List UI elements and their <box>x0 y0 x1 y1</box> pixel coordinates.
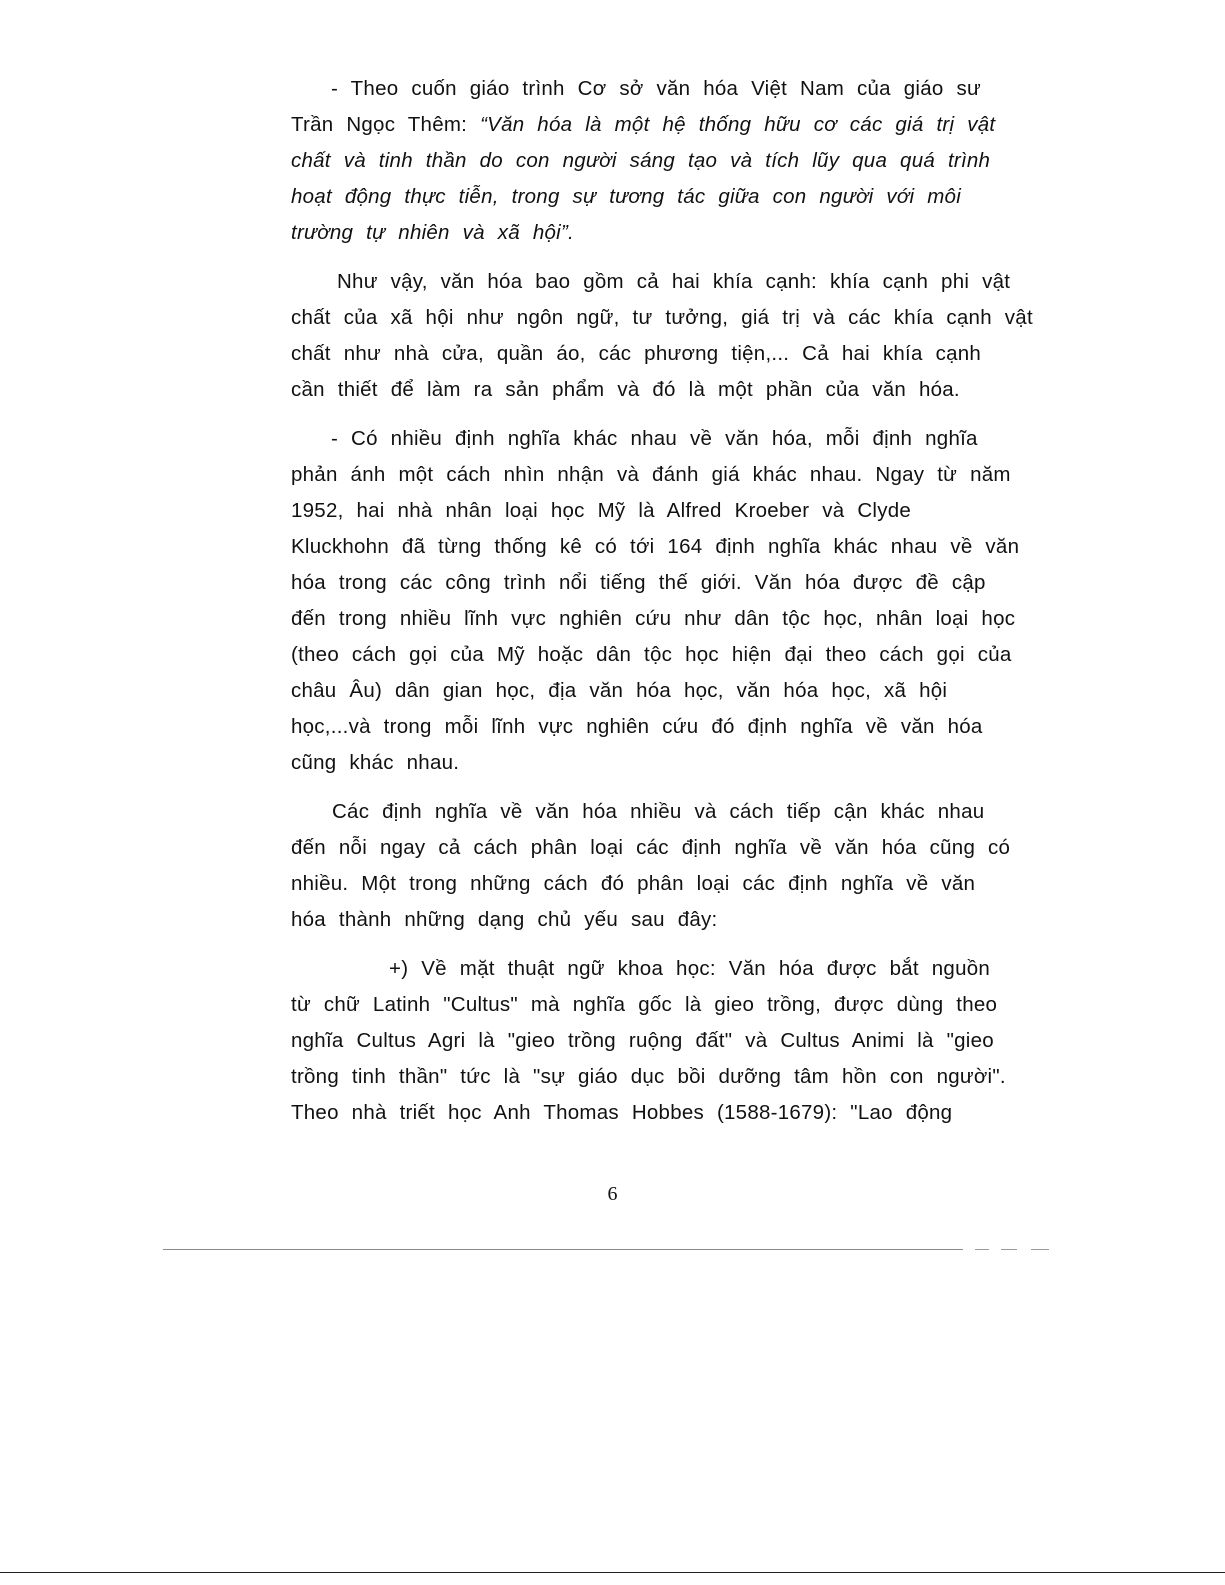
footer-rule <box>163 1249 963 1250</box>
text-run: hóa trong các công trình nổi tiếng thế giới. Văn hóa được đề cập <box>291 571 986 594</box>
text-run: Các định nghĩa về văn hóa nhiều và cách tiếp cận khác nhau <box>332 800 985 823</box>
text-line <box>291 709 983 745</box>
text-line <box>291 493 911 529</box>
text-line <box>291 601 1015 637</box>
text-line <box>291 673 947 709</box>
text-run: Theo nhà triết học Anh Thomas Hobbes (1588-1679): "Lao động <box>291 1101 953 1124</box>
text-line <box>291 1059 1006 1095</box>
text-run: Trần Ngọc Thêm: <box>291 113 481 136</box>
text-line <box>332 794 984 830</box>
text-run: hóa thành những dạng chủ yếu sau đây: <box>291 908 718 931</box>
text-run: từ chữ Latinh "Cultus" mà nghĩa gốc là gieo trồng, được dùng theo <box>291 993 998 1016</box>
text-run: - Theo cuốn giáo trình Cơ sở văn hóa Việt Nam của giáo sư <box>331 77 981 100</box>
italic-text-run: trường tự nhiên và xã hội”. <box>291 221 574 244</box>
text-run: 1952, hai nhà nhân loại học Mỹ là Alfred Kroeber và Clyde <box>291 499 912 522</box>
text-run: chất của xã hội như ngôn ngữ, tư tưởng, giá trị và các khía cạnh vật <box>291 306 1033 329</box>
text-line <box>291 143 990 179</box>
page-number: 6 <box>607 1183 618 1205</box>
text-run: học,...và trong mỗi lĩnh vực nghiên cứu đó định nghĩa về văn hóa <box>291 715 983 738</box>
text-line <box>291 300 1033 336</box>
footer-dash <box>1031 1249 1049 1250</box>
text-line <box>291 215 574 251</box>
text-run: nhiều. Một trong những cách đó phân loại các định nghĩa về văn <box>291 872 976 895</box>
text-run: cần thiết để làm ra sản phẩm và đó là một phần của văn hóa. <box>291 378 960 401</box>
text-line <box>291 529 1019 565</box>
text-run: trồng tinh thần" tức là "sự giáo dục bồi dưỡng tâm hồn con người". <box>291 1065 1006 1088</box>
text-run: châu Âu) dân gian học, địa văn hóa học, văn hóa học, xã hội <box>291 679 948 702</box>
text-line <box>291 902 717 938</box>
text-run: phản ánh một cách nhìn nhận và đánh giá khác nhau. Ngay từ năm <box>291 463 1011 486</box>
text-line <box>291 457 1011 493</box>
text-line <box>291 1023 994 1059</box>
text-run: đến trong nhiều lĩnh vực nghiên cứu như dân tộc học, nhân loại học <box>291 607 1016 630</box>
text-run: (theo cách gọi của Mỹ hoặc dân tộc học hiện đại theo cách gọi của <box>291 643 1012 666</box>
text-line <box>337 264 1010 300</box>
footer-dash <box>1001 1249 1017 1250</box>
italic-text-run: chất và tinh thần do con người sáng tạo và tích lũy qua quá trình <box>291 149 991 172</box>
bottom-rule <box>0 1572 1225 1573</box>
text-line <box>291 866 975 902</box>
text-run: +) Về mặt thuật ngữ khoa học: Văn hóa được bắt nguồn <box>389 957 991 980</box>
text-line <box>331 421 978 457</box>
text-run: - Có nhiều định nghĩa khác nhau về văn hóa, mỗi định nghĩa <box>331 427 978 450</box>
text-line <box>291 987 997 1023</box>
text-line <box>331 71 981 107</box>
italic-text-run: hoạt động thực tiễn, trong sự tương tác giữa con người với môi <box>291 185 962 208</box>
footer-dash <box>975 1249 989 1250</box>
text-run: nghĩa Cultus Agri là "gieo trồng ruộng đất" và Cultus Animi là "gieo <box>291 1029 994 1052</box>
text-line <box>291 565 986 601</box>
text-line <box>291 372 960 408</box>
text-line <box>291 637 1012 673</box>
italic-text-run: “Văn hóa là một hệ thống hữu cơ các giá trị vật <box>480 113 996 136</box>
text-run: Như vậy, văn hóa bao gồm cả hai khía cạnh: khía cạnh phi vật <box>337 270 1011 293</box>
text-line <box>291 107 995 143</box>
text-line <box>291 179 961 215</box>
text-run: chất như nhà cửa, quần áo, các phương tiện,... Cả hai khía cạnh <box>291 342 982 365</box>
text-line <box>291 336 981 372</box>
text-line <box>291 1095 952 1131</box>
text-run: cũng khác nhau. <box>291 751 460 774</box>
text-line <box>291 830 1010 866</box>
text-run: đến nỗi ngay cả cách phân loại các định nghĩa về văn hóa cũng có <box>291 836 1011 859</box>
text-run: Kluckhohn đã từng thống kê có tới 164 định nghĩa khác nhau về văn <box>291 535 1020 558</box>
text-line <box>389 951 990 987</box>
text-line <box>291 745 459 781</box>
